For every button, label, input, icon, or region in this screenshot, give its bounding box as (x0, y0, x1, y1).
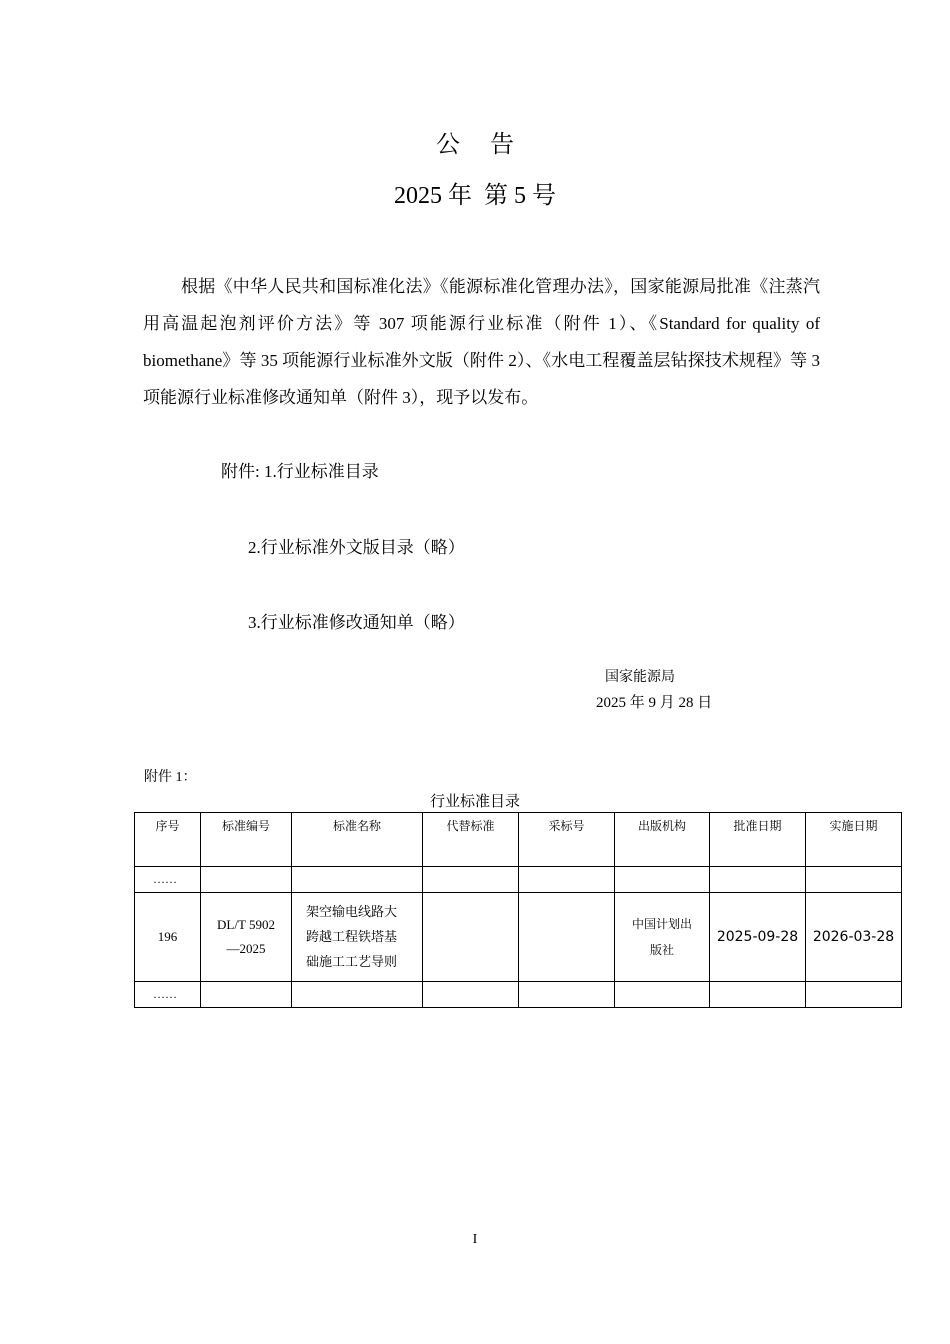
cell-replaces (423, 893, 519, 982)
empty-cell (201, 982, 292, 1008)
annex-label: 附件 1： (144, 770, 197, 785)
signature-date: 2025 年 9 月 28 日 (596, 695, 713, 711)
attachment-label: 附件: (221, 462, 260, 481)
col-header-approve-date: 批准日期 (710, 813, 806, 867)
empty-cell (806, 982, 902, 1008)
col-header-seq: 序号 (135, 813, 201, 867)
empty-cell (519, 982, 615, 1008)
cell-effective-date: 2026-03-28 (806, 893, 902, 982)
cell-approve-date: 2025-09-28 (710, 893, 806, 982)
cell-publisher-line2: 版社 (649, 943, 674, 957)
cell-name (292, 893, 423, 982)
empty-cell (201, 867, 292, 893)
table-row (135, 893, 902, 982)
table-row (135, 982, 902, 1008)
page-number: I (472, 1232, 478, 1247)
table-title: 行业标准目录 (429, 792, 520, 810)
cell-publisher-line1: 中国计划出 (631, 917, 692, 931)
empty-cell (710, 867, 806, 893)
col-header-code: 标准编号 (201, 813, 292, 867)
cell-name-line1: 架空输电线路大 (306, 904, 398, 920)
attachment-item-2: 2.行业标准外文版目录（略） (248, 538, 465, 557)
col-header-publisher: 出版机构 (615, 813, 710, 867)
cell-code-line1: DL/T 5902 (217, 917, 275, 932)
cell-name-line3: 础施工工艺导则 (306, 954, 398, 970)
empty-cell (806, 867, 902, 893)
standards-table (134, 812, 902, 1008)
empty-cell (423, 982, 519, 1008)
empty-cell (615, 982, 710, 1008)
empty-cell (423, 867, 519, 893)
cell-seq: 196 (135, 893, 201, 982)
notice-title: 公告 (436, 132, 544, 158)
signature-org: 国家能源局 (605, 669, 675, 685)
cell-name-line2: 跨越工程铁塔基 (306, 929, 398, 945)
attachment-item-3: 3.行业标准修改通知单（略） (248, 613, 465, 632)
cell-code-line2: —2025 (226, 941, 266, 956)
ellipsis-cell: …… (135, 867, 201, 893)
col-header-effective-date: 实施日期 (806, 813, 902, 867)
table-row (135, 867, 902, 893)
body-paragraph: 根据《中华人民共和国标准化法》《能源标准化管理办法》，国家能源局批准《注蒸汽用高温起泡剂评价方法》等 307 项能源行业标准（附件 1）、《Standard for quality of biomethane》等 35 项能源行业标准外文版（附件 2）、《水电工程覆盖层钻探技术规程》等 3 项能源行业标准修改通知单（附件 3），现予以发布。 (143, 277, 820, 407)
notice-number: 2025 年 第 5 号 (394, 183, 556, 209)
attachment-item-1: 1.行业标准目录 (263, 462, 379, 481)
cell-adopted (519, 893, 615, 982)
attachment-list-first (221, 457, 379, 482)
empty-cell (519, 867, 615, 893)
empty-cell (292, 867, 423, 893)
ellipsis-cell: …… (135, 982, 201, 1008)
table-header-row (135, 813, 902, 867)
empty-cell (615, 867, 710, 893)
col-header-replaces: 代替标准 (423, 813, 519, 867)
notice-body (143, 268, 820, 416)
col-header-adopted: 采标号 (519, 813, 615, 867)
col-header-name: 标准名称 (292, 813, 423, 867)
cell-code (201, 893, 292, 982)
cell-publisher (615, 893, 710, 982)
empty-cell (710, 982, 806, 1008)
empty-cell (292, 982, 423, 1008)
